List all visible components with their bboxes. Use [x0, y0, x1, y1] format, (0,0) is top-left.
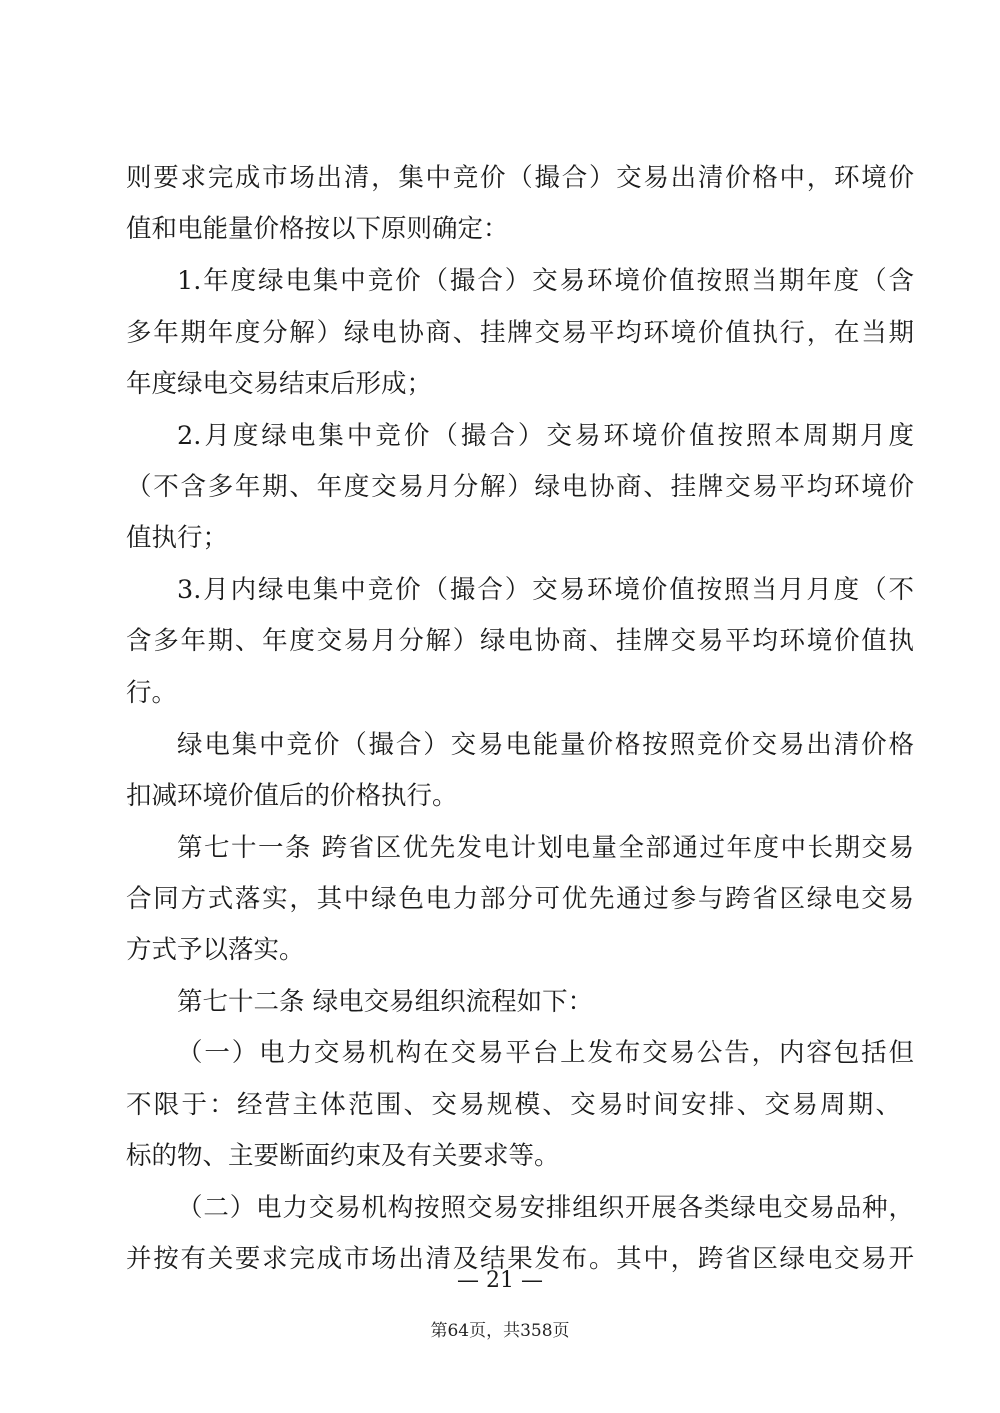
- body-line-3: 1.年度绿电集中竞价（撮合）交易环境价值按照当期年度（含: [177, 266, 914, 296]
- body-line-5: 年度绿电交易结束后形成；: [126, 369, 433, 399]
- body-line-10: 含多年期、年度交易月分解）绿电协商、挂牌交易平均环境价值执: [126, 626, 914, 656]
- body-line-4: 多年期年度分解）绿电协商、挂牌交易平均环境价值执行，在当期: [126, 318, 914, 348]
- body-line-7: （不含多年期、年度交易月分解）绿电协商、挂牌交易平均环境价: [126, 472, 914, 502]
- item-2-line-1: （二）电力交易机构按照交易安排组织开展各类绿电交易品种，: [177, 1193, 914, 1223]
- body-line-12: 绿电集中竞价（撮合）交易电能量价格按照竞价交易出清价格: [177, 730, 914, 760]
- body-line-9: 3.月内绿电集中竞价（撮合）交易环境价值按照当月月度（不: [177, 575, 914, 605]
- article-71-line-3: 方式予以落实。: [126, 935, 305, 965]
- body-line-11: 行。: [126, 678, 178, 708]
- body-line-1: 则要求完成市场出清，集中竞价（撮合）交易出清价格中，环境价: [126, 163, 914, 193]
- page-counter: 第64页，共358页: [430, 1321, 570, 1341]
- body-line-13: 扣减环境价值后的价格执行。: [126, 781, 458, 811]
- article-71-line-2: 合同方式落实，其中绿色电力部分可优先通过参与跨省区绿电交易: [126, 884, 914, 914]
- item-1-line-2: 不限于：经营主体范围、交易规模、交易时间安排、交易周期、: [126, 1090, 901, 1120]
- item-1-line-3: 标的物、主要断面约束及有关要求等。: [126, 1141, 560, 1171]
- article-72-heading: 第七十二条 绿电交易组织流程如下：: [177, 987, 594, 1017]
- item-2-line-2: 并按有关要求完成市场出清及结果发布。其中，跨省区绿电交易开: [126, 1244, 914, 1274]
- body-line-6: 2.月度绿电集中竞价（撮合）交易环境价值按照本周期月度: [177, 421, 914, 451]
- item-1-line-1: （一）电力交易机构在交易平台上发布交易公告，内容包括但: [177, 1038, 914, 1068]
- page-number: — 21 —: [457, 1268, 543, 1293]
- body-line-2: 值和电能量价格按以下原则确定：: [126, 214, 509, 244]
- body-line-8: 值执行；: [126, 523, 229, 553]
- article-71-line-1: 第七十一条 跨省区优先发电计划电量全部通过年度中长期交易: [177, 833, 914, 863]
